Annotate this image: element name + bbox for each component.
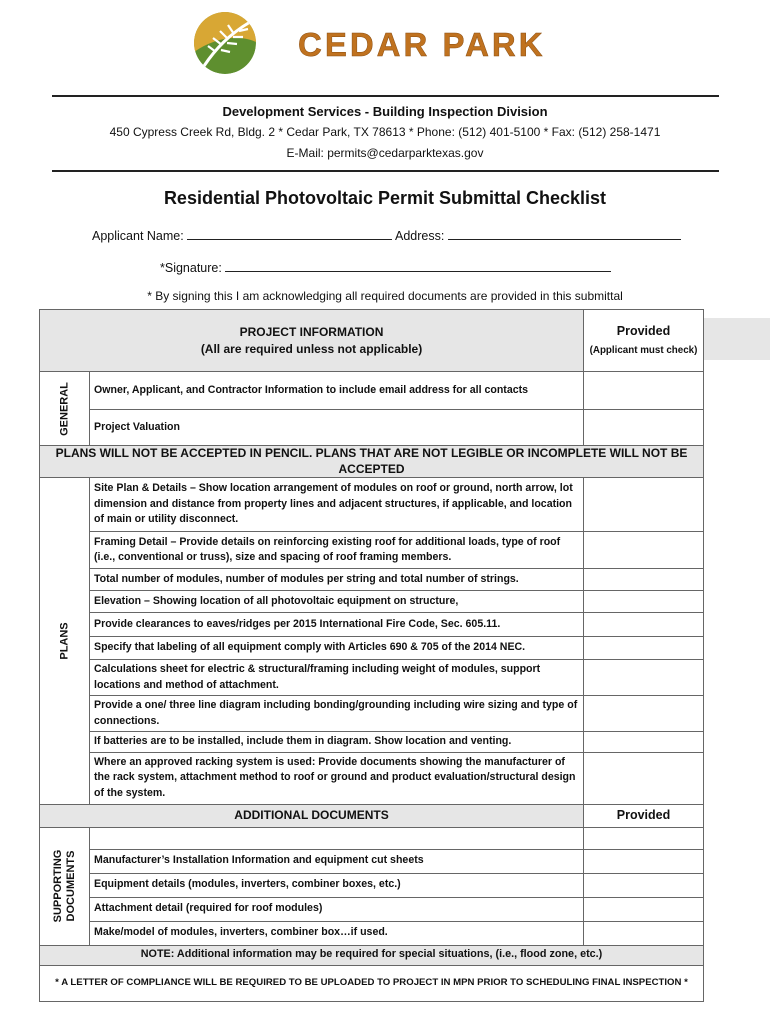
address-field[interactable] <box>448 227 681 240</box>
applicant-row <box>92 227 681 243</box>
provided-check-box[interactable] <box>584 372 704 410</box>
compliance-row: * A LETTER OF COMPLIANCE WILL BE REQUIRED TO BE UPLOADED TO PROJECT IN MPN PRIOR TO SCHEDULING FINAL INSPECTION * <box>40 965 704 1001</box>
provided-check-box[interactable] <box>584 660 704 696</box>
brand-name: CEDAR PARK <box>298 26 546 63</box>
document-title: Residential Photovoltaic Permit Submittal Checklist <box>163 188 607 208</box>
plans-item: Total number of modules, number of modules per string and total number of strings. <box>90 569 584 591</box>
general-item: Project Valuation <box>90 410 584 446</box>
provided-check-box[interactable] <box>584 921 704 945</box>
plans-section <box>40 478 90 805</box>
division-title: Development Services - Building Inspection Division <box>222 104 548 119</box>
provided-sublabel: (Applicant must check) <box>589 344 698 356</box>
plans-label: PLANS <box>58 622 70 660</box>
cedar-leaf-icon <box>194 12 256 74</box>
provided-check-box[interactable] <box>584 532 704 569</box>
provided-check-box[interactable] <box>584 827 704 849</box>
plans-item: Specify that labeling of all equipment comply with Articles 690 & 705 of the 2014 NEC. <box>90 637 584 660</box>
supporting-documents-section <box>40 827 90 945</box>
signature-row <box>160 259 611 275</box>
plans-item: Provide clearances to eaves/ridges per 2015 International Fire Code, Sec. 605.11. <box>90 613 584 637</box>
supporting-item-blank <box>90 827 584 849</box>
supporting-label-line-2: DOCUMENTS <box>64 850 77 922</box>
supporting-label-line-1: SUPPORTING <box>51 849 64 923</box>
signature-field[interactable] <box>225 259 611 272</box>
provided-check-box[interactable] <box>584 613 704 637</box>
provided-check-box[interactable] <box>584 478 704 532</box>
plans-item: Elevation – Showing location of all photovoltaic equipment on structure, <box>90 591 584 613</box>
provided-check-box[interactable] <box>584 637 704 660</box>
plans-item: Provide a one/ three line diagram including bonding/grounding including wire sizing and type of connections. <box>90 696 584 732</box>
general-item: Owner, Applicant, and Contractor Information to include email address for all contacts <box>90 372 584 410</box>
supporting-item: Attachment detail (required for roof modules) <box>90 897 584 921</box>
note-row: NOTE: Additional information may be required for special situations, (i.e., flood zone, etc.) <box>40 945 704 965</box>
general-label: GENERAL <box>58 381 70 436</box>
provided-check-box[interactable] <box>584 752 704 804</box>
plans-item: Framing Detail – Provide details on reinforcing existing roof for additional loads, type of roof (i.e., conventional or truss), size and spacing of roof framing members. <box>90 532 584 569</box>
project-info-subtitle: (All are required unless not applicable) <box>200 341 423 356</box>
provided-check-box[interactable] <box>584 569 704 591</box>
supporting-documents-label <box>52 850 78 923</box>
provided-check-box[interactable] <box>584 897 704 921</box>
office-email: E-Mail: permits@cedarparktexas.gov <box>286 146 484 160</box>
header-rule-bottom <box>52 170 719 172</box>
plans-item: Calculations sheet for electric & structural/framing including weight of modules, support locations and method of attachment. <box>90 660 584 696</box>
provided-check-box[interactable] <box>584 696 704 732</box>
supporting-item: Manufacturer’s Installation Information and equipment cut sheets <box>90 849 584 873</box>
supporting-item: Equipment details (modules, inverters, combiner boxes, etc.) <box>90 873 584 897</box>
address-label: Address: <box>395 229 445 243</box>
provided-header <box>584 310 704 372</box>
signature-label: *Signature: <box>160 261 222 275</box>
project-info-header <box>40 310 584 372</box>
plans-warning-banner: PLANS WILL NOT BE ACCEPTED IN PENCIL. PLANS THAT ARE NOT LEGIBLE OR INCOMPLETE WILL NOT BE ACCEPTED <box>40 446 704 478</box>
additional-docs-header: ADDITIONAL DOCUMENTS <box>40 804 584 827</box>
plans-item: Site Plan & Details – Show location arrangement of modules on roof or ground, north arrow, lot dimension and distance from property lines and adjacent structures, if applicable, and location of main or utility disconnect. <box>90 478 584 532</box>
provided-check-box[interactable] <box>584 873 704 897</box>
supporting-item: Make/model of modules, inverters, combiner box…if used. <box>90 921 584 945</box>
additional-provided-label: Provided <box>584 804 704 827</box>
plans-item: Where an approved racking system is used: Provide documents showing the manufacturer of the rack system, attachment method to roof or ground and product evaluation/structural design of the system. <box>90 752 584 804</box>
office-address: 450 Cypress Creek Rd, Bldg. 2 * Cedar Park, TX 78613 * Phone: (512) 401-5100 * Fax: (512) 258-1471 <box>109 125 661 139</box>
provided-label: Provided <box>616 324 671 339</box>
provided-check-box[interactable] <box>584 849 704 873</box>
applicant-name-field[interactable] <box>187 227 392 240</box>
acknowledgement-text: * By signing this I am acknowledging all required documents are provided in this submittal <box>147 289 623 303</box>
provided-check-box[interactable] <box>584 591 704 613</box>
side-gray-tab <box>703 318 770 360</box>
provided-check-box[interactable] <box>584 410 704 446</box>
general-section <box>40 372 90 446</box>
provided-check-box[interactable] <box>584 732 704 753</box>
applicant-name-label: Applicant Name: <box>92 229 184 243</box>
project-info-title: PROJECT INFORMATION <box>239 324 384 339</box>
plans-item: If batteries are to be installed, include them in diagram. Show location and venting. <box>90 732 584 753</box>
header-rule-top <box>52 95 719 97</box>
submittal-checklist-table <box>39 309 704 1002</box>
